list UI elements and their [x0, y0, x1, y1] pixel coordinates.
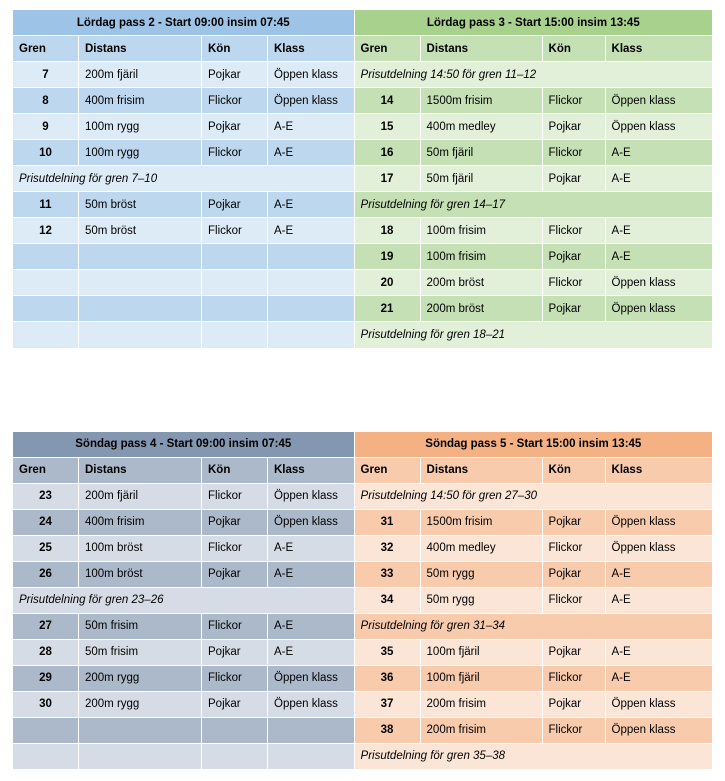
- column-header-kon: Kön: [202, 457, 268, 483]
- event-number: 35: [354, 639, 420, 665]
- event-distance: [79, 296, 202, 322]
- event-number: 32: [354, 535, 420, 561]
- event-gender: [202, 244, 268, 270]
- session-table: [354, 431, 713, 770]
- schedule: [12, 9, 711, 769]
- column-header-gren: Gren: [354, 457, 420, 483]
- event-row: [13, 691, 354, 717]
- event-gender: [202, 743, 268, 769]
- event-gender: Flickor: [202, 88, 268, 114]
- event-gender: Pojkar: [202, 561, 268, 587]
- event-number: 8: [13, 88, 79, 114]
- event-distance: 200m rygg: [79, 665, 202, 691]
- event-class: Öppen klass: [268, 509, 354, 535]
- event-distance: 100m rygg: [79, 114, 202, 140]
- column-header-kon: Kön: [542, 36, 605, 62]
- event-row: [354, 88, 712, 114]
- event-number: 24: [13, 509, 79, 535]
- event-distance: [79, 322, 202, 348]
- event-row: [354, 717, 712, 743]
- event-class: [268, 717, 354, 743]
- event-number: 21: [354, 296, 420, 322]
- event-gender: Pojkar: [542, 296, 605, 322]
- session-title: Lördag pass 3 - Start 15:00 insim 13:45: [354, 10, 712, 36]
- event-class: A-E: [268, 114, 354, 140]
- event-class: A-E: [605, 639, 712, 665]
- ceremony-row: [354, 62, 712, 88]
- event-row: [13, 561, 354, 587]
- event-class: A-E: [268, 613, 354, 639]
- event-class: Öppen klass: [605, 296, 712, 322]
- event-gender: Pojkar: [202, 691, 268, 717]
- event-class: A-E: [605, 665, 712, 691]
- ceremony-row: [354, 483, 712, 509]
- event-row: [354, 270, 712, 296]
- event-gender: Pojkar: [542, 114, 605, 140]
- event-distance: 100m fjäril: [420, 639, 542, 665]
- event-number: [13, 743, 79, 769]
- event-distance: 50m bröst: [79, 218, 202, 244]
- column-header-kon: Kön: [202, 36, 268, 62]
- event-gender: Pojkar: [542, 509, 605, 535]
- event-row: [13, 296, 354, 322]
- event-number: 26: [13, 561, 79, 587]
- event-gender: [202, 296, 268, 322]
- event-gender: Flickor: [202, 665, 268, 691]
- event-distance: 100m frisim: [420, 244, 542, 270]
- event-distance: 50m fjäril: [420, 166, 542, 192]
- event-row: [354, 114, 712, 140]
- event-number: [13, 270, 79, 296]
- event-row: [354, 244, 712, 270]
- event-row: [13, 743, 354, 769]
- event-class: [268, 270, 354, 296]
- event-row: [354, 509, 712, 535]
- event-row: [13, 270, 354, 296]
- event-distance: 1500m frisim: [420, 88, 542, 114]
- event-number: 29: [13, 665, 79, 691]
- event-gender: Flickor: [202, 613, 268, 639]
- session-table: [354, 9, 713, 348]
- event-gender: [202, 717, 268, 743]
- event-row: [354, 639, 712, 665]
- event-number: 20: [354, 270, 420, 296]
- event-gender: Flickor: [202, 535, 268, 561]
- event-class: Öppen klass: [268, 691, 354, 717]
- event-gender: Pojkar: [542, 691, 605, 717]
- column-header-klass: Klass: [268, 457, 354, 483]
- event-gender: Flickor: [542, 218, 605, 244]
- session-title: Söndag pass 5 - Start 15:00 insim 13:45: [354, 431, 712, 457]
- event-row: [13, 218, 354, 244]
- event-number: 10: [13, 140, 79, 166]
- event-class: Öppen klass: [605, 114, 712, 140]
- event-distance: 100m bröst: [79, 535, 202, 561]
- column-header-klass: Klass: [605, 457, 712, 483]
- event-class: Öppen klass: [268, 62, 354, 88]
- event-class: [268, 743, 354, 769]
- ceremony-note: Prisutdelning 14:50 för gren 27–30: [354, 483, 712, 509]
- event-class: [268, 296, 354, 322]
- column-header-distans: Distans: [420, 457, 542, 483]
- event-gender: Flickor: [542, 587, 605, 613]
- event-number: 30: [13, 691, 79, 717]
- event-gender: Flickor: [202, 483, 268, 509]
- event-distance: 50m rygg: [420, 587, 542, 613]
- event-number: 38: [354, 717, 420, 743]
- event-distance: 200m frisim: [420, 691, 542, 717]
- event-distance: [79, 270, 202, 296]
- session-table: [12, 9, 354, 348]
- event-gender: Pojkar: [202, 192, 268, 218]
- event-distance: 400m frisim: [79, 509, 202, 535]
- event-number: 7: [13, 62, 79, 88]
- event-distance: 100m fjäril: [420, 665, 542, 691]
- event-row: [13, 244, 354, 270]
- column-header-distans: Distans: [79, 457, 202, 483]
- event-row: [13, 665, 354, 691]
- column-header-klass: Klass: [268, 36, 354, 62]
- event-class: A-E: [268, 535, 354, 561]
- event-gender: Pojkar: [202, 509, 268, 535]
- ceremony-note: Prisutdelning för gren 35–38: [354, 743, 712, 769]
- event-row: [13, 613, 354, 639]
- event-class: Öppen klass: [605, 717, 712, 743]
- event-row: [13, 535, 354, 561]
- event-number: 31: [354, 509, 420, 535]
- event-number: [13, 244, 79, 270]
- event-class: Öppen klass: [605, 270, 712, 296]
- event-class: A-E: [268, 192, 354, 218]
- event-distance: 50m bröst: [79, 192, 202, 218]
- event-distance: 200m bröst: [420, 270, 542, 296]
- event-class: Öppen klass: [605, 88, 712, 114]
- event-distance: 100m bröst: [79, 561, 202, 587]
- event-class: A-E: [268, 218, 354, 244]
- event-row: [13, 62, 354, 88]
- event-row: [354, 561, 712, 587]
- event-distance: 50m frisim: [79, 639, 202, 665]
- ceremony-row: [13, 587, 354, 613]
- ceremony-row: [354, 613, 712, 639]
- event-distance: 200m fjäril: [79, 483, 202, 509]
- event-distance: 400m medley: [420, 114, 542, 140]
- event-distance: 200m frisim: [420, 717, 542, 743]
- event-number: 18: [354, 218, 420, 244]
- event-class: A-E: [605, 166, 712, 192]
- event-class: A-E: [605, 561, 712, 587]
- event-row: [13, 140, 354, 166]
- event-number: 37: [354, 691, 420, 717]
- event-number: 16: [354, 140, 420, 166]
- event-gender: Pojkar: [542, 639, 605, 665]
- ceremony-note: Prisutdelning för gren 14–17: [354, 192, 712, 218]
- event-gender: Pojkar: [202, 639, 268, 665]
- event-distance: 400m frisim: [79, 88, 202, 114]
- event-row: [354, 535, 712, 561]
- event-row: [354, 218, 712, 244]
- event-class: Öppen klass: [268, 88, 354, 114]
- event-row: [13, 639, 354, 665]
- column-header-klass: Klass: [605, 36, 712, 62]
- event-row: [354, 296, 712, 322]
- event-class: Öppen klass: [605, 535, 712, 561]
- event-row: [354, 166, 712, 192]
- event-gender: Flickor: [542, 535, 605, 561]
- event-gender: Flickor: [542, 270, 605, 296]
- event-gender: Flickor: [202, 140, 268, 166]
- event-number: 36: [354, 665, 420, 691]
- event-distance: 50m frisim: [79, 613, 202, 639]
- event-number: 33: [354, 561, 420, 587]
- event-gender: Pojkar: [542, 166, 605, 192]
- event-distance: [79, 244, 202, 270]
- ceremony-row: [354, 743, 712, 769]
- ceremony-row: [354, 322, 712, 348]
- ceremony-note: Prisutdelning för gren 18–21: [354, 322, 712, 348]
- event-row: [354, 691, 712, 717]
- event-gender: Flickor: [542, 717, 605, 743]
- event-gender: Flickor: [202, 218, 268, 244]
- event-number: 11: [13, 192, 79, 218]
- event-row: [354, 665, 712, 691]
- event-class: [268, 322, 354, 348]
- ceremony-note: Prisutdelning 14:50 för gren 11–12: [354, 62, 712, 88]
- session-block: [12, 431, 711, 770]
- event-number: 14: [354, 88, 420, 114]
- column-header-kon: Kön: [542, 457, 605, 483]
- ceremony-note: Prisutdelning för gren 23–26: [13, 587, 354, 613]
- event-number: 17: [354, 166, 420, 192]
- ceremony-note: Prisutdelning för gren 31–34: [354, 613, 712, 639]
- ceremony-row: [13, 166, 354, 192]
- event-number: 9: [13, 114, 79, 140]
- event-number: 19: [354, 244, 420, 270]
- column-header-distans: Distans: [79, 36, 202, 62]
- event-distance: 200m rygg: [79, 691, 202, 717]
- event-number: 28: [13, 639, 79, 665]
- event-row: [13, 88, 354, 114]
- event-row: [13, 322, 354, 348]
- event-number: 34: [354, 587, 420, 613]
- event-distance: [79, 717, 202, 743]
- event-class: A-E: [605, 218, 712, 244]
- event-distance: 400m medley: [420, 535, 542, 561]
- event-distance: 100m rygg: [79, 140, 202, 166]
- event-class: Öppen klass: [605, 691, 712, 717]
- event-distance: 50m fjäril: [420, 140, 542, 166]
- event-gender: [202, 322, 268, 348]
- event-number: 25: [13, 535, 79, 561]
- event-row: [13, 717, 354, 743]
- event-class: Öppen klass: [268, 483, 354, 509]
- event-number: 12: [13, 218, 79, 244]
- event-gender: Flickor: [542, 88, 605, 114]
- column-header-gren: Gren: [354, 36, 420, 62]
- event-class: Öppen klass: [605, 509, 712, 535]
- event-gender: Pojkar: [542, 244, 605, 270]
- event-row: [354, 587, 712, 613]
- event-distance: 200m fjäril: [79, 62, 202, 88]
- event-number: [13, 296, 79, 322]
- event-gender: Flickor: [542, 665, 605, 691]
- column-header-gren: Gren: [13, 36, 79, 62]
- event-gender: [202, 270, 268, 296]
- event-row: [13, 483, 354, 509]
- event-class: A-E: [605, 140, 712, 166]
- session-title: Lördag pass 2 - Start 09:00 insim 07:45: [13, 10, 354, 36]
- event-class: A-E: [605, 587, 712, 613]
- session-table: [12, 431, 354, 770]
- event-gender: Flickor: [542, 140, 605, 166]
- event-number: 15: [354, 114, 420, 140]
- event-number: [13, 322, 79, 348]
- event-number: [13, 717, 79, 743]
- event-distance: 200m bröst: [420, 296, 542, 322]
- event-row: [354, 140, 712, 166]
- event-class: [268, 244, 354, 270]
- event-distance: [79, 743, 202, 769]
- event-gender: Pojkar: [202, 114, 268, 140]
- session-block: [12, 9, 711, 348]
- event-distance: 50m rygg: [420, 561, 542, 587]
- column-header-distans: Distans: [420, 36, 542, 62]
- event-class: A-E: [268, 561, 354, 587]
- event-distance: 1500m frisim: [420, 509, 542, 535]
- event-number: 27: [13, 613, 79, 639]
- event-row: [13, 192, 354, 218]
- event-class: A-E: [268, 639, 354, 665]
- event-class: A-E: [268, 140, 354, 166]
- session-title: Söndag pass 4 - Start 09:00 insim 07:45: [13, 431, 354, 457]
- ceremony-note: Prisutdelning för gren 7–10: [13, 166, 354, 192]
- event-number: 23: [13, 483, 79, 509]
- event-row: [13, 509, 354, 535]
- event-class: Öppen klass: [268, 665, 354, 691]
- event-class: A-E: [605, 244, 712, 270]
- event-gender: Pojkar: [202, 62, 268, 88]
- event-gender: Pojkar: [542, 561, 605, 587]
- event-row: [13, 114, 354, 140]
- column-header-gren: Gren: [13, 457, 79, 483]
- event-distance: 100m frisim: [420, 218, 542, 244]
- ceremony-row: [354, 192, 712, 218]
